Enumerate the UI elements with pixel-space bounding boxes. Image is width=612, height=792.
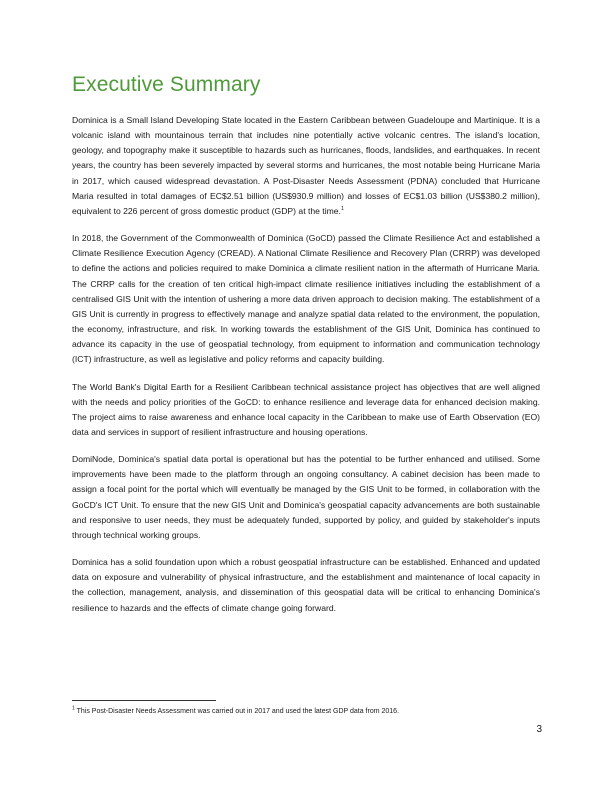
paragraph-2 (72, 231, 540, 367)
footnote-marker: 1 (72, 705, 75, 712)
footnote-reference[interactable]: 1 (340, 206, 344, 213)
paragraph-3-text: The World Bank's Digital Earth for a Resilient Caribbean technical assistance project has objectives that are well aligned with the needs and policy priorities of the GoCD: to enhance resilience and leverage data for enhanced decision making. The project aims to raise awareness and enhance local capacity in the Caribbean to make use of Earth Observation (EO) data and services in support of resilient infrastructure and housing operations. (72, 381, 540, 437)
paragraph-4 (72, 452, 540, 543)
paragraph-1-text: Dominica is a Small Island Developing State located in the Eastern Caribbean between Guadeloupe and Martinique. It is a volcanic island with mountainous terrain that includes nine potentially active volcanic centres. The island's location, geology, and topography make it susceptible to hazards such as hurricanes, floods, landslides, and earthquakes. In recent years, the country has been severely impacted by several storms and hurricanes, the most notable being Hurricane Maria in 2017, which caused widespread devastation. A Post-Disaster Needs Assessment (PDNA) concluded that Hurricane Maria resulted in total damages of EC$2.51 billion (US$930.9 million) and losses of EC$1.03 billion (US$380.2 million), equivalent to 226 percent of gross domestic product (GDP) at the time. (72, 115, 540, 216)
paragraph-5 (72, 555, 540, 616)
paragraph-4-text: DomiNode, Dominica's spatial data portal is operational but has the potential to be further enhanced and utilised. Some improvements have been made to the platform through an ongoing consultancy. A cabinet decision has been made to assign a focal point for the portal which will eventually be managed by the GIS Unit to be formed, in collaboration with the GoCD's ICT Unit. To ensure that the new GIS Unit and Dominica's geospatial capacity advancements are both sustainable and responsive to user needs, they must be adequately funded, supported by policy, and guided by stakeholder's inputs through technical working groups. (72, 454, 540, 540)
body-text (72, 113, 540, 628)
footnote (72, 707, 542, 717)
section-heading: Executive Summary (72, 73, 261, 96)
footnote-text: This Post-Disaster Needs Assessment was carried out in 2017 and used the latest GDP data from 2016. (74, 708, 400, 715)
paragraph-2-text: In 2018, the Government of the Commonwealth of Dominica (GoCD) passed the Climate Resilience Act and established a Climate Resilience Execution Agency (CREAD). A National Climate Resilience and Recovery Plan (CRRP) was developed to define the actions and policies required to make Dominica a climate resilient nation in the aftermath of Hurricane Maria. The CRRP calls for the creation of ten critical high-impact climate resilience initiatives including the establishment of a centralised GIS Unit with the intention of ushering a more data driven approach to decision making. The establishment of a GIS Unit is currently in progress to effectively manage and analyze spatial data related to the environment, the population, the economy, infrastructure, and risk. In working towards the establishment of the GIS Unit, Dominica has continued to advance its capacity in the use of geospatial technology, from equipment to information and communication technology (ICT) infrastructure, as well as legislative and policy reforms and capacity building. (72, 233, 540, 365)
paragraph-3 (72, 380, 540, 441)
paragraph-5-text: Dominica has a solid foundation upon which a robust geospatial infrastructure can be established. Enhanced and updated data on exposure and vulnerability of physical infrastructure, and the establishment and maintenance of local capacity in the collection, management, analysis, and dissemination of this geospatial data will be critical to enhancing Dominica's resilience to hazards and the effects of climate change going forward. (72, 557, 540, 613)
paragraph-1 (72, 113, 540, 219)
page-number: 3 (536, 724, 542, 735)
footnote-separator (72, 700, 216, 701)
